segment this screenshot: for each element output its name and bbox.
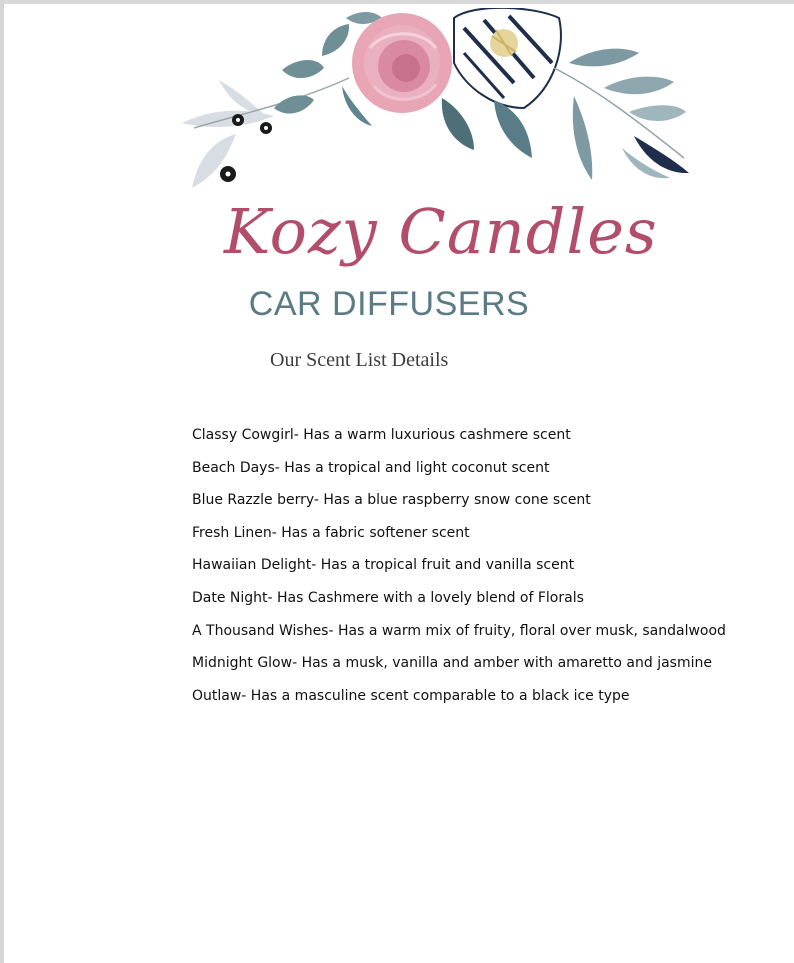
scent-item: Fresh Linen- Has a fabric softener scent <box>192 524 470 541</box>
scent-item: Classy Cowgirl- Has a warm luxurious cashmere scent <box>192 427 571 443</box>
scent-item: Hawaiian Delight- Has a tropical fruit and vanilla scent <box>192 557 575 574</box>
scent-item: A Thousand Wishes- Has a warm mix of fruity, floral over musk, sandalwood <box>192 622 726 639</box>
scent-item: Date Night- Has Cashmere with a lovely blend of Florals <box>192 589 584 606</box>
scent-item: Outlaw- Has a masculine scent comparable to a black ice type <box>192 687 630 704</box>
brand-name: Kozy Candles <box>224 195 658 268</box>
leaf-teal-2 <box>274 95 314 113</box>
floral-banner-illustration <box>174 8 704 196</box>
leaf-right-2 <box>604 77 674 95</box>
leaf-dark-2 <box>494 100 532 158</box>
scent-item: Midnight Glow- Has a musk, vanilla and amber with amaretto and jasmine <box>192 655 712 672</box>
document-heading: Our Scent List Details <box>270 349 449 371</box>
striped-flower <box>454 8 561 108</box>
leaf-dark-1 <box>442 98 474 150</box>
rose <box>352 13 452 113</box>
leaf-teal-1 <box>282 60 324 78</box>
scent-item: Beach Days- Has a tropical and light coconut scent <box>192 459 550 476</box>
leaf-light-3 <box>219 80 266 116</box>
leaf-teal-3 <box>322 24 349 56</box>
product-line: CAR DIFFUSERS <box>248 285 530 323</box>
scent-list <box>192 423 726 716</box>
scent-item: Blue Razzle berry- Has a blue raspberry snow cone scent <box>192 492 591 509</box>
leaf-right-4 <box>573 96 592 180</box>
leaf-right-1 <box>569 49 639 67</box>
leaf-right-3 <box>629 105 686 121</box>
